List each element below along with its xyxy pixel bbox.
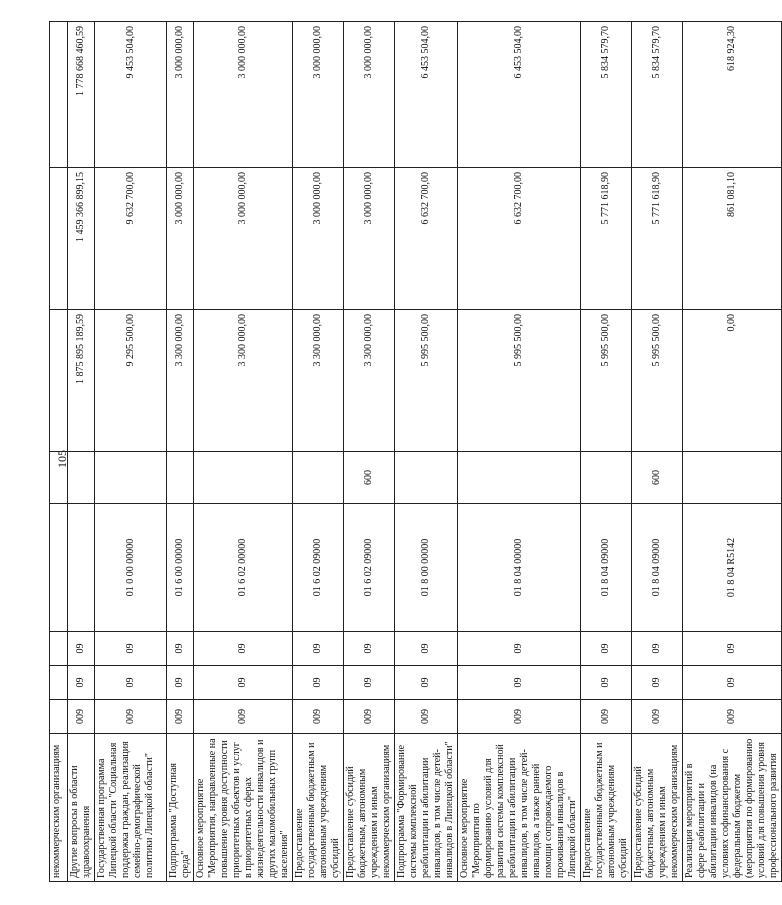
- cell-v1: 5 995 500,00: [458, 310, 581, 452]
- cell-podrazdel: 09: [683, 632, 782, 666]
- cell-v2: 6 632 700,00: [395, 168, 458, 310]
- cell-v3: 3 000 000,00: [293, 22, 344, 168]
- cell-podrazdel: 09: [167, 632, 194, 666]
- cell-razdel: 09: [167, 666, 194, 700]
- table-row: [458, 22, 581, 882]
- cell-v3: 6 453 504,00: [395, 22, 458, 168]
- cell-v2: 1 459 366 899,15: [68, 168, 95, 310]
- cell-razdel: 09: [293, 666, 344, 700]
- cell-tsel: 01 8 04 00000: [458, 504, 581, 632]
- cell-tsel: 01 8 04 R5142: [683, 504, 782, 632]
- cell-vid: [68, 452, 95, 504]
- cell-v2: 3 000 000,00: [194, 168, 293, 310]
- cell-v3: 9 453 504,00: [95, 22, 167, 168]
- cell-tsel: 01 8 00 00000: [395, 504, 458, 632]
- table-row: [632, 22, 683, 882]
- cell-v1: 3 300 000,00: [167, 310, 194, 452]
- cell-razdel: 09: [95, 666, 167, 700]
- cell-podrazdel: 09: [395, 632, 458, 666]
- page-number: 105: [55, 450, 69, 468]
- cell-vid: [194, 452, 293, 504]
- cell-name: некоммерческим организациям: [50, 734, 68, 882]
- cell-v2: 3 000 000,00: [293, 168, 344, 310]
- cell-razdel: 09: [683, 666, 782, 700]
- cell-tsel: 01 0 00 00000: [95, 504, 167, 632]
- cell-v3: 618 924,30: [683, 22, 782, 168]
- cell-v2: 6 632 700,00: [458, 168, 581, 310]
- cell-v3: 3 000 000,00: [167, 22, 194, 168]
- cell-v2: [50, 168, 68, 310]
- cell-admin: 009: [167, 700, 194, 734]
- cell-podrazdel: 09: [632, 632, 683, 666]
- cell-name: Основное мероприятие "Мероприятия по формированию условий для развития системы комплексной реабилитации и абилитации инвалидов, в том числе детей-инвалидов, а также ранней помощи сопровождаемого проживания инвалидов в Липецкой области": [458, 734, 581, 882]
- cell-podrazdel: [50, 632, 68, 666]
- cell-tsel: 01 8 04 09000: [581, 504, 632, 632]
- cell-admin: 009: [194, 700, 293, 734]
- cell-podrazdel: 09: [344, 632, 395, 666]
- cell-v1: 5 995 500,00: [395, 310, 458, 452]
- cell-vid: [293, 452, 344, 504]
- cell-admin: 009: [95, 700, 167, 734]
- cell-v2: 3 000 000,00: [344, 168, 395, 310]
- cell-tsel: 01 6 00 00000: [167, 504, 194, 632]
- table-row: [293, 22, 344, 882]
- cell-v2: 9 632 700,00: [95, 168, 167, 310]
- cell-vid: [167, 452, 194, 504]
- cell-name: Подпрограмма "Формирование системы комплексной реабилитации и абилитации инвалидов, в том числе детей-инвалидов в Липецкой области": [395, 734, 458, 882]
- cell-name: Государственная программа Липецкой области "Социальная поддержка граждан, реализация семейно-демографической политики Липецкой области": [95, 734, 167, 882]
- cell-vid: 600: [632, 452, 683, 504]
- cell-v2: 861 081,10: [683, 168, 782, 310]
- cell-tsel: 01 6 02 09000: [293, 504, 344, 632]
- cell-name: Другие вопросы в области здравоохранения: [68, 734, 95, 882]
- cell-vid: [50, 452, 68, 504]
- cell-v1: 5 995 500,00: [581, 310, 632, 452]
- table-row: [395, 22, 458, 882]
- cell-podrazdel: 09: [95, 632, 167, 666]
- cell-v3: 1 778 668 460,59: [68, 22, 95, 168]
- cell-v1: 5 995 500,00: [632, 310, 683, 452]
- cell-v3: 3 000 000,00: [194, 22, 293, 168]
- table-row: [683, 22, 782, 882]
- cell-vid: [395, 452, 458, 504]
- cell-v3: 5 834 579,70: [632, 22, 683, 168]
- cell-razdel: 09: [68, 666, 95, 700]
- cell-tsel: [50, 504, 68, 632]
- cell-admin: 009: [293, 700, 344, 734]
- rotated-table-wrapper: [49, 22, 779, 882]
- cell-v1: 3 300 000,00: [293, 310, 344, 452]
- cell-admin: 009: [683, 700, 782, 734]
- cell-admin: [50, 700, 68, 734]
- cell-v2: 5 771 618,90: [581, 168, 632, 310]
- cell-podrazdel: 09: [194, 632, 293, 666]
- cell-vid: 600: [344, 452, 395, 504]
- cell-v3: 6 453 504,00: [458, 22, 581, 168]
- cell-tsel: [68, 504, 95, 632]
- table-row: [194, 22, 293, 882]
- cell-razdel: 09: [395, 666, 458, 700]
- cell-v1: 3 300 000,00: [194, 310, 293, 452]
- cell-v3: 3 000 000,00: [344, 22, 395, 168]
- cell-name: Предоставление государственным бюджетным и автономным учреждениям субсидий: [581, 734, 632, 882]
- cell-name: Реализация мероприятий в сфере реабилитации и абилитации инвалидов (на условиях софинансирования с федеральным бюджетом (мероприятия по формированию условий для повышения уровня профессионального развития: [683, 734, 782, 882]
- cell-v1: [50, 310, 68, 452]
- cell-vid: [458, 452, 581, 504]
- table-row: [581, 22, 632, 882]
- cell-v2: 5 771 618,90: [632, 168, 683, 310]
- cell-vid: [581, 452, 632, 504]
- cell-v2: 3 000 000,00: [167, 168, 194, 310]
- cell-tsel: 01 6 02 00000: [194, 504, 293, 632]
- budget-table: [49, 21, 782, 882]
- cell-admin: 009: [344, 700, 395, 734]
- cell-podrazdel: 09: [458, 632, 581, 666]
- table-row: [344, 22, 395, 882]
- cell-v3: [50, 22, 68, 168]
- cell-razdel: 09: [344, 666, 395, 700]
- cell-razdel: 09: [632, 666, 683, 700]
- cell-v1: 1 875 895 189,59: [68, 310, 95, 452]
- cell-razdel: 09: [581, 666, 632, 700]
- cell-vid: [683, 452, 782, 504]
- cell-name: Предоставление государственным бюджетным и автономным учреждениям субсидий: [293, 734, 344, 882]
- table-row: [50, 22, 68, 882]
- cell-name: Предоставление субсидий бюджетным, автономным учреждениям и иным некоммерческим организациям: [344, 734, 395, 882]
- cell-admin: 009: [458, 700, 581, 734]
- table-row: [167, 22, 194, 882]
- cell-name: Основное мероприятие "Мероприятия, направленные на повышение уровня доступности приоритетных объектов и услуг в приоритетных сферах жизнедеятельности инвалидов и других маломобильных групп населения": [194, 734, 293, 882]
- cell-admin: 009: [68, 700, 95, 734]
- cell-v3: 5 834 579,70: [581, 22, 632, 168]
- table-row: [95, 22, 167, 882]
- cell-tsel: 01 8 04 09000: [632, 504, 683, 632]
- table-row: [68, 22, 95, 882]
- cell-podrazdel: 09: [68, 632, 95, 666]
- table-body: [50, 22, 782, 882]
- cell-v1: 9 295 500,00: [95, 310, 167, 452]
- cell-admin: 009: [632, 700, 683, 734]
- cell-razdel: 09: [194, 666, 293, 700]
- cell-admin: 009: [581, 700, 632, 734]
- cell-razdel: 09: [458, 666, 581, 700]
- cell-tsel: 01 6 02 09000: [344, 504, 395, 632]
- cell-v1: 0,00: [683, 310, 782, 452]
- cell-name: Подпрограмма "Доступная среда": [167, 734, 194, 882]
- cell-razdel: [50, 666, 68, 700]
- cell-name: Предоставление субсидий бюджетным, автономным учреждениям и иным некоммерческим организациям: [632, 734, 683, 882]
- cell-admin: 009: [395, 700, 458, 734]
- cell-v1: 3 300 000,00: [344, 310, 395, 452]
- cell-podrazdel: 09: [293, 632, 344, 666]
- cell-vid: [95, 452, 167, 504]
- cell-podrazdel: 09: [581, 632, 632, 666]
